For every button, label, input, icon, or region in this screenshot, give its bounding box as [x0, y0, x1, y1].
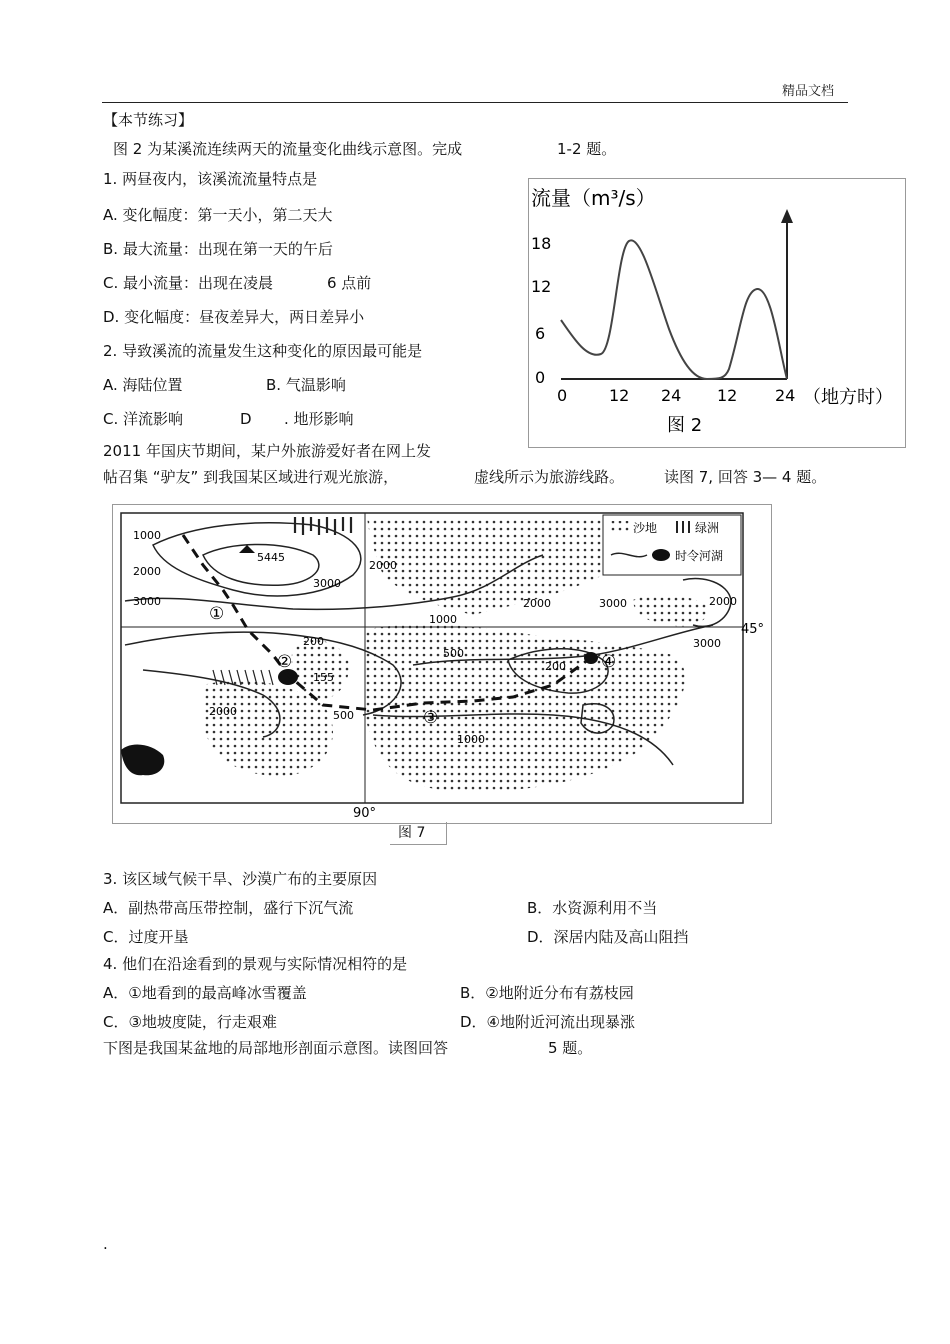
fig2-ytick: 18 — [531, 234, 552, 253]
q3-option-b: B．水资源利用不当 — [527, 899, 658, 917]
section-title: 【本节练习】 — [103, 111, 194, 129]
q2-option-d-letter: D — [240, 410, 252, 428]
intro-fig7-line1: 2011 年国庆节期间，某户外旅游爱好者在网上发 — [103, 442, 431, 460]
header-label: 精品文档 — [782, 84, 835, 99]
intro-fig7-task: 读图 7, 回答 3— 4 题。 — [664, 468, 827, 486]
intro-fig7-route: 虚线所示为旅游线路。 — [474, 468, 625, 486]
q4-option-b: B．②地附近分布有荔枝园 — [460, 984, 634, 1002]
contour-label: 1000 — [429, 613, 457, 626]
figure-7-caption-box — [390, 822, 447, 845]
fig7-caption: 图 7 — [398, 825, 426, 841]
q3-option-d: D．深居内陆及高山阻挡 — [527, 928, 689, 946]
fig2-ylabel: 流量（m³/s） — [531, 186, 656, 210]
legend-oasis-label: 绿洲 — [695, 521, 720, 535]
route-point-2: ② — [277, 652, 293, 672]
q4-option-d: D．④地附近河流出现暴涨 — [460, 1013, 635, 1031]
intro-q5: 下图是我国某盆地的局部地形剖面示意图。读图回答 — [103, 1039, 449, 1057]
fig2-xunit: （地方时） — [803, 387, 893, 408]
contour-label: 2000 — [133, 565, 161, 578]
lake-shape — [121, 745, 164, 776]
fig2-xtick: 12 — [609, 386, 630, 405]
contour-label: 500 — [443, 647, 464, 660]
fig2-caption: 图 2 — [667, 415, 703, 436]
question-2: 2. 导致溪流的流量发生这种变化的原因最可能是 — [103, 342, 423, 360]
legend-river-label: 时令河湖 — [675, 549, 724, 563]
oasis-marks — [295, 517, 351, 535]
q2-option-b: B. 气温影响 — [266, 376, 346, 394]
contour-label: 3000 — [133, 595, 161, 608]
contour-label: 500 — [333, 709, 354, 722]
desert-area — [633, 595, 709, 627]
q2-option-d: . 地形影响 — [284, 410, 354, 428]
fig2-flow-curve — [561, 240, 787, 379]
q4-option-a: A．①地看到的最高峰冰雪覆盖 — [103, 984, 307, 1002]
legend-desert-swatch — [611, 521, 629, 533]
contour-label: 200 — [303, 635, 324, 648]
longitude-label: 90° — [353, 806, 377, 821]
question-3: 3. 该区域气候干旱、沙漠广布的主要原因 — [103, 870, 378, 888]
intro-fig7-line2: 帖召集 “驴友” 到我国某区域进行观光旅游， — [103, 468, 399, 486]
figure-2 — [528, 178, 906, 448]
page-dot: . — [103, 1235, 108, 1253]
route-point-4: ④ — [601, 652, 617, 672]
fig2-right-axis-arrow — [781, 209, 793, 223]
fig2-ytick: 12 — [531, 277, 552, 296]
fig2-xtick: 12 — [717, 386, 738, 405]
q4-option-c: C．③地坡度陡，行走艰难 — [103, 1013, 277, 1031]
route-point-1: ① — [209, 604, 225, 624]
contour-label: 3000 — [599, 597, 627, 610]
intro-fig2: 图 2 为某溪流连续两天的流量变化曲线示意图。完成 — [113, 140, 463, 158]
q2-option-a: A. 海陆位置 — [103, 376, 183, 394]
q2-option-c: C. 洋流影响 — [103, 410, 184, 428]
fig2-xtick: 24 — [661, 386, 682, 405]
fig2-ytick: 0 — [535, 368, 546, 387]
fig2-xtick: 0 — [557, 386, 568, 405]
intro-fig2-range: 1-2 题。 — [557, 140, 617, 158]
q1-option-c: C. 最小流量：出现在凌晨 — [103, 274, 274, 292]
contour-label: 2000 — [709, 595, 737, 608]
latitude-label: 45° — [741, 622, 765, 637]
contour-label: 2000 — [523, 597, 551, 610]
legend-desert-label: 沙地 — [633, 521, 658, 535]
fig2-xtick: 24 — [775, 386, 796, 405]
legend-lake-swatch — [652, 549, 670, 561]
route-point-3: ③ — [423, 708, 439, 728]
contour-label: 3000 — [313, 577, 341, 590]
contour-label: 5445 — [257, 551, 285, 564]
header-rule — [102, 102, 848, 103]
contour-label: 1000 — [133, 529, 161, 542]
contour-label: 1000 — [457, 733, 485, 746]
q1-option-a: A. 变化幅度：第一天小，第二天大 — [103, 206, 333, 224]
desert-area — [292, 640, 349, 700]
contour-label: 155 — [313, 671, 334, 684]
contour-label: 200 — [545, 660, 566, 673]
q1-option-d: D. 变化幅度：昼夜差异大，两日差异小 — [103, 308, 365, 326]
fig2-ytick: 6 — [535, 324, 546, 343]
desert-area — [367, 517, 603, 615]
figure-7 — [112, 504, 772, 824]
q3-option-c: C．过度开垦 — [103, 928, 189, 946]
q1-option-c-tail: 6 点前 — [327, 274, 372, 292]
peak-marker — [239, 545, 255, 553]
q3-option-a: A．副热带高压带控制，盛行下沉气流 — [103, 899, 354, 917]
contour-label: 2000 — [209, 705, 237, 718]
question-4: 4. 他们在沿途看到的景观与实际情况相符的是 — [103, 955, 408, 973]
question-1: 1. 两昼夜内，该溪流流量特点是 — [103, 170, 318, 188]
figure-7-svg — [113, 505, 771, 823]
contour-label: 3000 — [693, 637, 721, 650]
desert-area — [363, 625, 685, 792]
intro-q5-tail: 5 题。 — [548, 1039, 593, 1057]
figure-2-svg — [529, 179, 905, 447]
q1-option-b: B. 最大流量：出现在第一天的午后 — [103, 240, 333, 258]
contour-label: 2000 — [369, 559, 397, 572]
